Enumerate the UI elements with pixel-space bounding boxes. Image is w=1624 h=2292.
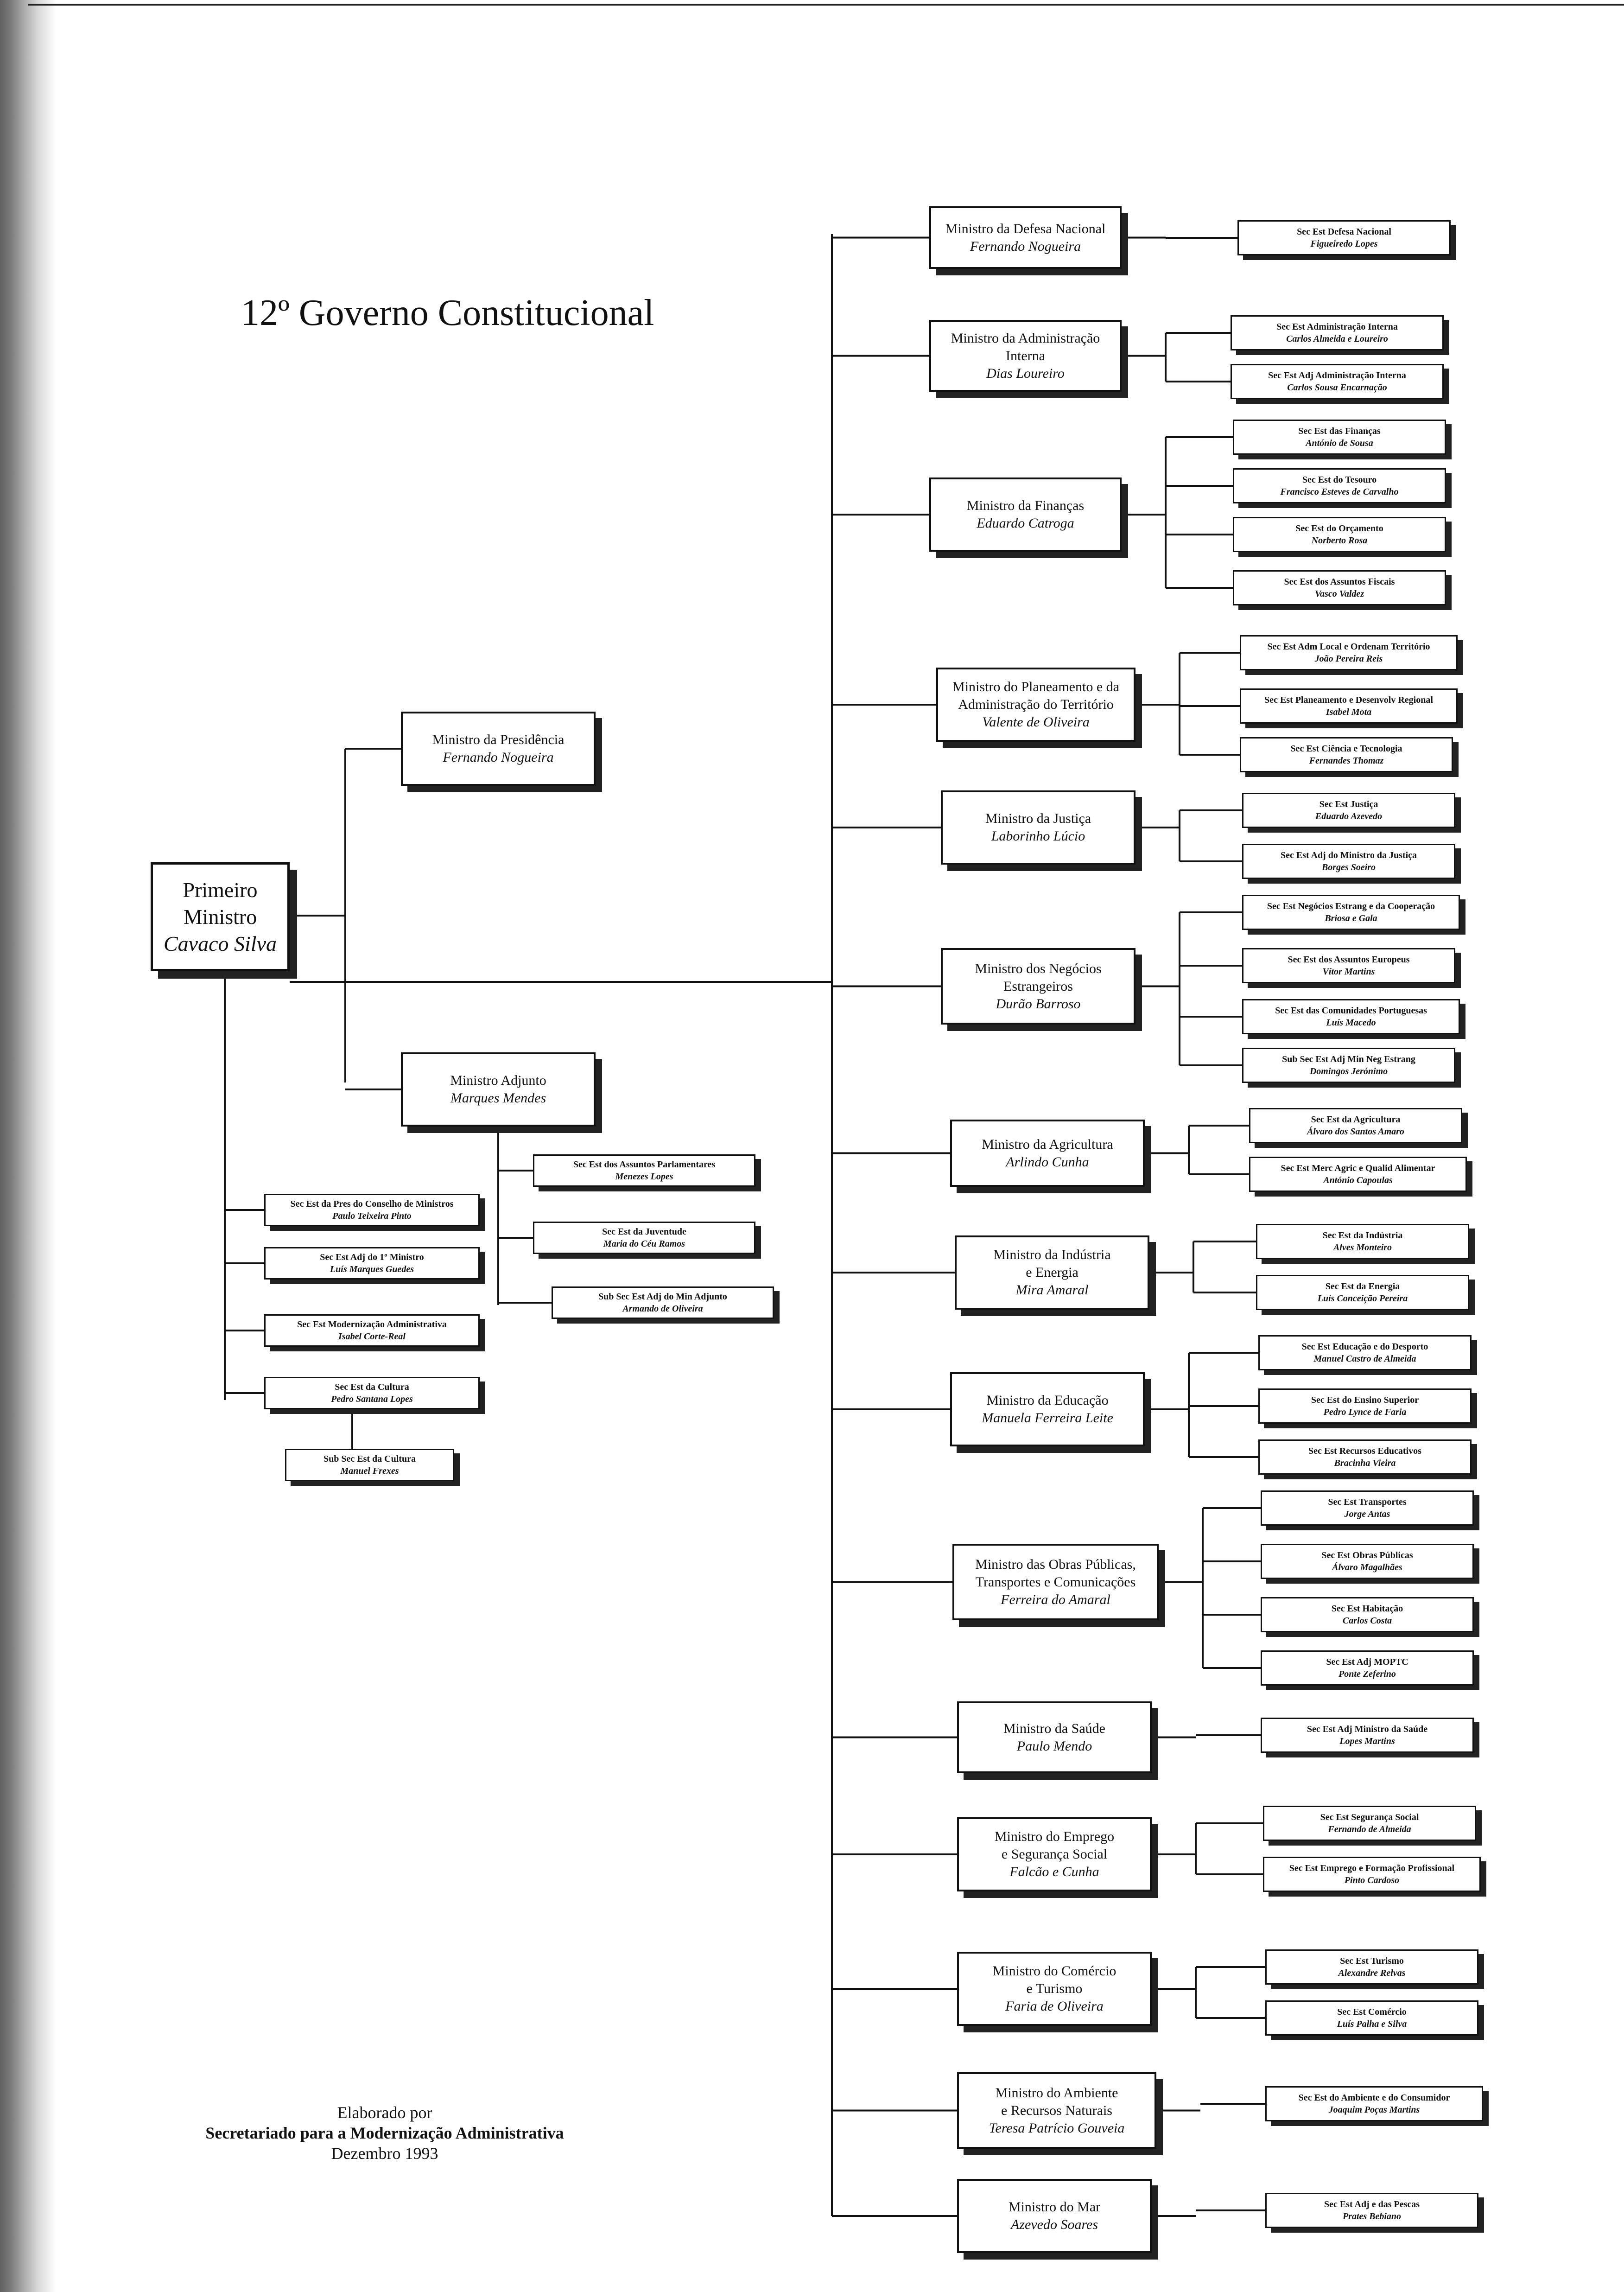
- secretary-box-title: Sec Est Educação e do Desporto: [1301, 1342, 1428, 1352]
- minister-box-person: Faria de Oliveira: [1005, 1999, 1104, 2014]
- minister-box-person: Valente de Oliveira: [982, 714, 1090, 730]
- minister-box-person: Manuela Ferreira Leite: [982, 1410, 1113, 1426]
- secretary-box: [1263, 1857, 1481, 1892]
- secretary-box-title: Sub Sec Est Adj Min Neg Estrang: [1282, 1054, 1415, 1064]
- secretary-box-person: Briosa e Gala: [1325, 913, 1377, 923]
- minister-box-person: Arlindo Cunha: [1006, 1154, 1089, 1170]
- minister-box-title: Ministro do Planeamento e da: [952, 679, 1119, 694]
- secretary-box-title: Sec Est Habitação: [1331, 1604, 1403, 1614]
- secretary-box-title: Sec Est Comércio: [1337, 2007, 1407, 2017]
- minister-box-person: Ferreira do Amaral: [1001, 1592, 1110, 1607]
- minister-box-title: e Segurança Social: [1001, 1846, 1108, 1862]
- credits-line-2: Secretariado para a Modernização Administrativa: [205, 2124, 564, 2142]
- minister-box: [941, 790, 1136, 865]
- secretary-box: [285, 1449, 454, 1481]
- secretary-box-person: António Capoulas: [1323, 1175, 1393, 1185]
- secretary-box-title: Sec Est Adj do Ministro da Justiça: [1280, 850, 1417, 860]
- prime-minister-box-title: Primeiro: [183, 878, 258, 902]
- secretary-box-title: Sec Est Justiça: [1319, 799, 1378, 809]
- secretary-box-title: Sec Est Ciência e Tecnologia: [1290, 744, 1402, 754]
- prime-minister-box-person: Cavaco Silva: [164, 931, 277, 955]
- minister-box-title: e Turismo: [1026, 1981, 1083, 1996]
- secretary-box: [1261, 1718, 1474, 1753]
- secretary-box-title: Sec Est Adj Ministro da Saúde: [1307, 1724, 1428, 1734]
- secretary-box-title: Sec Est da Cultura: [335, 1382, 409, 1392]
- secretary-box: [264, 1194, 480, 1226]
- secretary-box-title: Sec Est da Energia: [1325, 1281, 1400, 1292]
- minister-box-person: Mira Amaral: [1015, 1282, 1089, 1298]
- secretary-box: [1261, 1650, 1474, 1686]
- minister-box: [957, 2179, 1152, 2253]
- minister-box-title: Ministro dos Negócios: [975, 961, 1102, 976]
- secretary-box-title: Sec Est Emprego e Formação Profissional: [1289, 1863, 1455, 1873]
- secretary-box: [1265, 2086, 1483, 2121]
- secretary-box-title: Sec Est das Finanças: [1298, 426, 1381, 436]
- secretary-box: [1242, 999, 1460, 1034]
- secretary-box-person: Eduardo Azevedo: [1315, 811, 1383, 821]
- secretary-box: [1258, 1388, 1472, 1424]
- secretary-box: [1231, 315, 1444, 350]
- secretary-box-title: Sec Est Defesa Nacional: [1297, 227, 1391, 237]
- secretary-box: [264, 1377, 480, 1409]
- secretary-box-title: Sec Est Obras Públicas: [1321, 1550, 1413, 1560]
- minister-box-person: Durão Barroso: [996, 996, 1081, 1012]
- secretary-box: [1256, 1224, 1469, 1259]
- secretary-box-person: Isabel Mota: [1326, 707, 1372, 717]
- pm-minister-box-title: Ministro da Presidência: [432, 732, 565, 747]
- secretary-box-title: Sec Est do Tesouro: [1302, 475, 1377, 485]
- secretary-box-title: Sec Est Transportes: [1328, 1497, 1407, 1507]
- secretary-box-person: Álvaro dos Santos Amaro: [1307, 1127, 1404, 1137]
- secretary-box-person: António de Sousa: [1306, 438, 1373, 448]
- secretary-box: [1249, 1157, 1467, 1192]
- secretary-box-person: Vítor Martins: [1322, 967, 1375, 977]
- secretary-box-title: Sec Est dos Assuntos Parlamentares: [573, 1159, 716, 1170]
- secretary-box-title: Sub Sec Est Adj do Min Adjunto: [598, 1292, 727, 1302]
- minister-box-title: Ministro da Justiça: [985, 811, 1091, 826]
- minister-box: [950, 1120, 1145, 1187]
- secretary-box-person: Prates Bebiano: [1342, 2211, 1402, 2222]
- secretary-box-person: Alves Monteiro: [1333, 1242, 1392, 1253]
- secretary-box: [1261, 1597, 1474, 1632]
- secretary-box-title: Sec Est Adm Local e Ordenam Território: [1267, 642, 1430, 652]
- credits-line-3: Dezembro 1993: [331, 2144, 438, 2163]
- minister-box-title: Ministro do Emprego: [994, 1829, 1115, 1844]
- secretary-box: [264, 1247, 480, 1280]
- secretary-box-person: Manuel Frexes: [340, 1466, 399, 1476]
- secretary-box: [1242, 895, 1460, 930]
- minister-box-person: Fernando Nogueira: [970, 238, 1081, 254]
- pm-minister-box-person: Fernando Nogueira: [443, 750, 554, 765]
- secretary-box-person: Luís Palha e Silva: [1337, 2019, 1407, 2029]
- minister-box-title: e Energia: [1026, 1265, 1078, 1280]
- secretary-box-person: Francisco Esteves de Carvalho: [1280, 487, 1399, 497]
- minister-box: [936, 668, 1136, 742]
- secretary-box-title: Sec Est Adj do 1º Ministro: [320, 1252, 424, 1262]
- minister-box-title: Ministro do Mar: [1008, 2199, 1101, 2215]
- secretary-box: [1242, 948, 1455, 983]
- secretary-box-title: Sub Sec Est da Cultura: [324, 1454, 416, 1464]
- secretary-box: [1240, 635, 1458, 670]
- minister-box-title: Ministro da Indústria: [993, 1247, 1111, 1262]
- minister-box-person: Azevedo Soares: [1011, 2217, 1098, 2232]
- secretary-box-title: Sec Est Recursos Educativos: [1308, 1446, 1421, 1456]
- secretary-box: [1242, 844, 1455, 879]
- secretary-box: [1242, 793, 1455, 828]
- minister-box: [952, 1544, 1159, 1620]
- minister-box-title: Interna: [1006, 348, 1045, 363]
- secretary-box: [1233, 570, 1446, 605]
- secretary-box-person: Fernando de Almeida: [1328, 1824, 1411, 1834]
- minister-box-title: Ministro do Comércio: [992, 1963, 1116, 1979]
- secretary-box-title: Sec Est dos Assuntos Europeus: [1288, 955, 1410, 965]
- secretary-box-title: Sec Est do Ensino Superior: [1311, 1395, 1419, 1405]
- secretary-box: [1233, 420, 1446, 455]
- secretary-box: [1249, 1108, 1462, 1143]
- secretary-box: [1265, 2193, 1478, 2228]
- pm-minister-box: [401, 1052, 596, 1127]
- secretary-box-title: Sec Est Administração Interna: [1276, 322, 1398, 332]
- secretary-box-title: Sec Est do Orçamento: [1295, 523, 1383, 534]
- prime-minister-box-title: Ministro: [183, 904, 257, 929]
- secretary-box: [1258, 1439, 1472, 1475]
- secretary-box-title: Sec Est Planeamento e Desenvolv Regional: [1264, 695, 1433, 705]
- secretary-box-person: Menezes Lopes: [615, 1171, 673, 1182]
- secretary-box-person: Lopes Martins: [1339, 1736, 1395, 1746]
- secretary-box-title: Sec Est Adj Administração Interna: [1268, 370, 1406, 381]
- secretary-box-person: Pinto Cardoso: [1344, 1875, 1400, 1885]
- secretary-box-title: Sec Est Merc Agric e Qualid Alimentar: [1281, 1163, 1435, 1173]
- pm-minister-box: [401, 712, 596, 786]
- secretary-box-person: Pedro Santana Lopes: [331, 1394, 413, 1404]
- secretary-box-person: Armando de Oliveira: [622, 1304, 703, 1314]
- minister-box-person: Eduardo Catroga: [977, 516, 1074, 531]
- secretary-box: [533, 1154, 755, 1187]
- secretary-box-person: Fernandes Thomaz: [1309, 756, 1384, 766]
- secretary-box-person: Manuel Castro de Almeida: [1313, 1354, 1416, 1364]
- secretary-box-title: Sec Est Turismo: [1340, 1956, 1404, 1966]
- minister-box-title: Transportes e Comunicações: [975, 1574, 1136, 1590]
- minister-box: [957, 1701, 1152, 1773]
- minister-box-title: Ministro da Educação: [986, 1393, 1109, 1408]
- secretary-box-person: Bracinha Vieira: [1334, 1458, 1396, 1468]
- secretary-box: [1265, 2000, 1478, 2036]
- minister-box-title: Estrangeiros: [1003, 978, 1073, 994]
- secretary-box-title: Sec Est Adj MOPTC: [1326, 1657, 1408, 1667]
- secretary-box-person: Luís Macedo: [1326, 1018, 1376, 1028]
- secretary-box-person: Isabel Corte-Real: [338, 1331, 406, 1342]
- minister-box-person: Laborinho Lúcio: [991, 828, 1085, 844]
- secretary-box-title: Sec Est Modernização Administrativa: [297, 1319, 447, 1330]
- secretary-box: [1261, 1544, 1474, 1579]
- secretary-box-title: Sec Est das Comunidades Portuguesas: [1275, 1006, 1427, 1016]
- secretary-box-person: Domingos Jerónimo: [1309, 1066, 1388, 1076]
- secretary-box-person: Pedro Lynce de Faria: [1323, 1407, 1407, 1417]
- secretary-box: [1231, 364, 1444, 399]
- secretary-box: [1256, 1275, 1469, 1310]
- secretary-box-person: Carlos Costa: [1342, 1616, 1392, 1626]
- secretary-box: [1258, 1335, 1472, 1370]
- secretary-box: [1242, 1048, 1455, 1083]
- secretary-box-title: Sec Est da Agricultura: [1311, 1114, 1401, 1125]
- secretary-box-person: Joaquim Poças Martins: [1328, 2105, 1420, 2115]
- secretary-box-title: Sec Est da Pres do Conselho de Ministros: [290, 1199, 454, 1209]
- minister-box-title: Ministro da Finanças: [966, 498, 1085, 513]
- secretary-box-person: Paulo Teixeira Pinto: [332, 1211, 412, 1221]
- secretary-box-person: Norberto Rosa: [1311, 535, 1368, 546]
- minister-box-title: Ministro da Administração: [951, 330, 1100, 346]
- secretary-box: [1237, 220, 1451, 255]
- minister-box: [950, 1372, 1145, 1446]
- secretary-box-title: Sec Est Segurança Social: [1320, 1812, 1419, 1822]
- minister-box-title: Ministro das Obras Públicas,: [975, 1556, 1136, 1572]
- minister-box-title: Administração do Território: [958, 697, 1114, 712]
- minister-box-person: Paulo Mendo: [1016, 1738, 1092, 1754]
- secretary-box: [533, 1222, 755, 1254]
- minister-box-person: Dias Loureiro: [986, 365, 1065, 381]
- secretary-box-person: Alexandre Relvas: [1338, 1968, 1406, 1978]
- secretary-box: [1233, 468, 1446, 503]
- minister-box: [929, 206, 1122, 269]
- secretary-box-person: João Pereira Reis: [1314, 654, 1383, 664]
- minister-box: [941, 948, 1136, 1025]
- secretary-box-person: Luís Marques Guedes: [330, 1264, 414, 1274]
- secretary-box: [1263, 1806, 1476, 1841]
- secretary-box-person: Álvaro Magalhães: [1332, 1562, 1402, 1573]
- secretary-box-person: Carlos Almeida e Loureiro: [1286, 334, 1388, 344]
- secretary-box-title: Sec Est Negócios Estrang e da Cooperação: [1267, 901, 1435, 911]
- secretary-box-person: Maria do Céu Ramos: [603, 1239, 685, 1249]
- secretary-box-person: Luís Conceição Pereira: [1317, 1293, 1408, 1304]
- secretary-box: [1265, 1949, 1478, 1985]
- minister-box-person: Falcão e Cunha: [1009, 1864, 1099, 1879]
- minister-box-title: Ministro da Agricultura: [982, 1136, 1113, 1152]
- page-title: 12º Governo Constitucional: [241, 293, 654, 333]
- secretary-box: [552, 1286, 774, 1319]
- minister-box: [957, 1952, 1152, 2026]
- minister-box: [957, 1817, 1152, 1891]
- secretary-box: [1261, 1490, 1474, 1526]
- minister-box-title: Ministro da Saúde: [1003, 1720, 1105, 1736]
- minister-box: [929, 478, 1122, 552]
- secretary-box: [1240, 737, 1453, 772]
- secretary-box-person: Vasco Valdez: [1314, 589, 1364, 599]
- secretary-box: [1233, 517, 1446, 552]
- secretary-box: [1240, 688, 1458, 724]
- secretary-box-title: Sec Est da Indústria: [1322, 1230, 1403, 1241]
- secretary-box: [264, 1314, 480, 1347]
- pm-minister-box-title: Ministro Adjunto: [450, 1073, 546, 1088]
- secretary-box-person: Borges Soeiro: [1321, 862, 1376, 872]
- credits-line-1: Elaborado por: [337, 2103, 432, 2122]
- minister-box: [957, 2072, 1156, 2149]
- secretary-box-person: Figueiredo Lopes: [1310, 239, 1378, 249]
- secretary-box-title: Sec Est dos Assuntos Fiscais: [1284, 577, 1395, 587]
- secretary-box-person: Ponte Zeferino: [1339, 1669, 1396, 1679]
- secretary-box-title: Sec Est Adj e das Pescas: [1324, 2199, 1420, 2209]
- pm-minister-box-person: Marques Mendes: [450, 1090, 546, 1106]
- prime-minister-box: [151, 862, 290, 971]
- minister-box-title: Ministro da Defesa Nacional: [945, 221, 1106, 236]
- minister-box-title: e Recursos Naturais: [1001, 2102, 1112, 2118]
- minister-box-person: Teresa Patrício Gouveia: [989, 2120, 1125, 2136]
- secretary-box-person: Carlos Sousa Encarnação: [1287, 382, 1387, 393]
- minister-box: [929, 320, 1122, 392]
- minister-box-title: Ministro do Ambiente: [995, 2085, 1118, 2101]
- secretary-box-person: Jorge Antas: [1344, 1509, 1390, 1519]
- secretary-box-title: Sec Est da Juventude: [602, 1227, 686, 1237]
- minister-box: [955, 1235, 1149, 1310]
- secretary-box-title: Sec Est do Ambiente e do Consumidor: [1298, 2093, 1450, 2103]
